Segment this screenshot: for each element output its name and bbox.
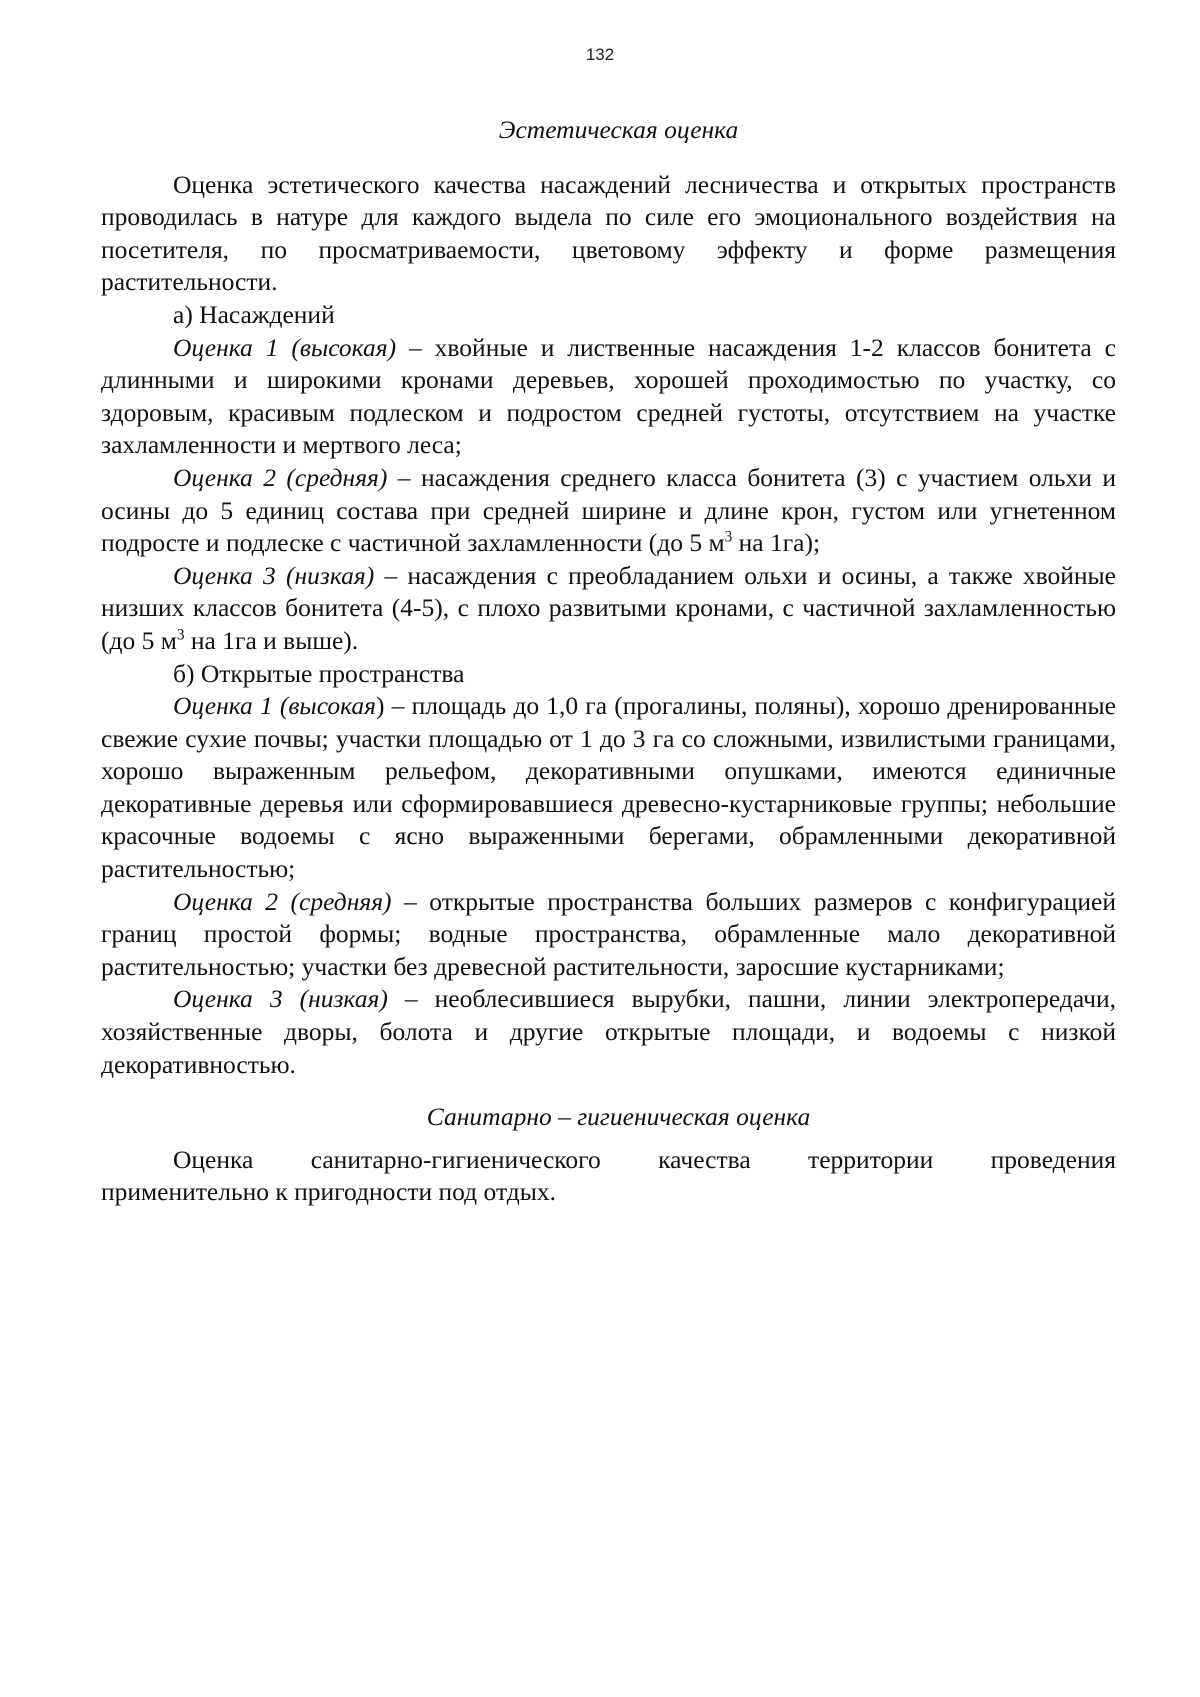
page-content: [101, 114, 1116, 1209]
grade-text: открытые пространства больших размеров с конфигурацией границ простой формы; водные пространства, обрамленные мало декоративной растительностью; участки без древесной растительности, заросшие кустарниками;: [101, 886, 1116, 981]
section-heading-aesthetic: Эстетическая оценка: [498, 115, 739, 144]
group-a-grade-3: [101, 560, 1116, 658]
grade-text: ) – площадь до 1,0 га (прогалины, поляны), хорошо дренированные свежие сухие почвы; участки площадью от 1 до 3 га со сложными, извилистыми границами, хорошо выраженным рельефом, декоративными опушками, имеются единичные декоративные деревья или сформировавшиеся древесно-кустарниковые группы; небольшие красочные водоемы с ясно выраженными берегами, обрамленными декоративной растительностью;: [101, 691, 1116, 884]
grade-term: Оценка 1 (высокая: [173, 691, 377, 721]
grade-text: насаждения среднего класса бонитета (3) с участием ольхи и осины до 5 единиц состава при средней ширине и длине крон, густом или угнетенном подросте и подлеске с частичной захламленности (до 5 м: [101, 462, 1116, 558]
superscript: 3: [724, 528, 733, 546]
group-b-grade-2: [101, 886, 1116, 984]
grade-text: – необлесившиеся вырубки, пашни, линии электропередачи, хозяйственные дворы, болота и другие открытые площади, и водоемы с низкой декоративностью.: [101, 984, 1116, 1079]
grade-text: – хвойные и лиственные насаждения 1-2 классов бонитета с длинными и широкими кронами деревьев, хорошей проходимостью по участку, со здоровым, красивым подлеском и подростом средней густоты, отсутствием на участке захламленности и мертвого леса;: [101, 332, 1116, 460]
grade-term: Оценка 2 (средняя) –: [173, 462, 411, 492]
grade-text-end: на 1га);: [732, 528, 821, 558]
group-b-label: б) Открытые пространства: [173, 658, 465, 688]
section-heading-sanitary: Санитарно – гигиеническая оценка: [426, 1102, 811, 1132]
group-a-label: а) Насаждений: [173, 299, 335, 329]
sanitary-paragraph-line2: применительно к пригодности под отдых.: [101, 1177, 556, 1207]
grade-text-end: на 1га и выше).: [184, 625, 359, 655]
group-a-grade-1: [101, 332, 1116, 462]
page-number: 132: [585, 45, 615, 64]
grade-term: Оценка 3 (низкая): [173, 984, 388, 1014]
intro-paragraph: Оценка эстетического качества насаждений лесничества и открытых пространств проводилась в натуре для каждого выдела по силе его эмоционального воздействия на посетителя, по просматриваемости, цветовому эффекту и форме размещения растительности.: [101, 169, 1116, 297]
grade-term: Оценка 3 (низкая): [173, 560, 375, 590]
grade-term: Оценка 2 (средняя) –: [173, 886, 417, 916]
sanitary-paragraph-line1: Оценка санитарно-гигиенического качества территории проведения: [173, 1144, 1116, 1174]
grade-term: Оценка 1 (высокая): [173, 332, 397, 362]
group-b-grade-3: [101, 983, 1116, 1081]
superscript: 3: [176, 626, 185, 644]
grade-text: – насаждения с преобладанием ольхи и осины, а также хвойные низших классов бонитета (4-5), с плохо развитыми кронами, с частичной захламленностью (до 5 м: [101, 560, 1116, 655]
group-b-grade-1: [101, 690, 1116, 886]
group-a-grade-2: [101, 462, 1116, 560]
